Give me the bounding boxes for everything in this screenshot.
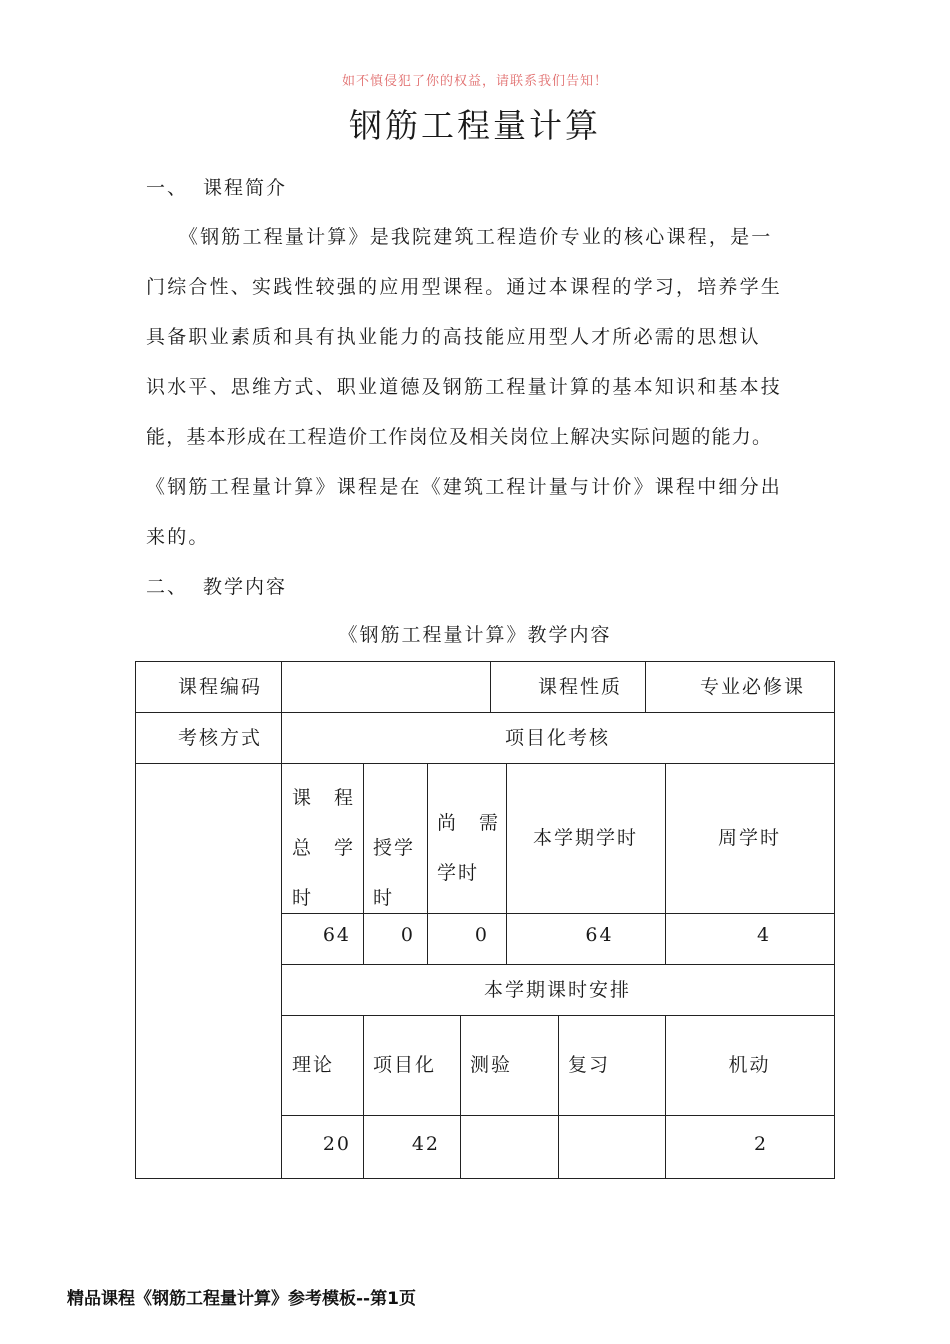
- copyright-notice: 如不慎侵犯了你的权益，请联系我们告知！: [341, 74, 608, 89]
- course-nature-label: 课程性质: [538, 676, 623, 698]
- page-title: 钢筋工程量计算: [349, 106, 601, 145]
- intro-line: 门综合性、实践性较强的应用型课程。通过本课程的学习，培养学生: [146, 276, 783, 298]
- table-border: [281, 964, 835, 965]
- page-footer: 精品课程《钢筋工程量计算》参考模板--第1页: [67, 1289, 416, 1309]
- table-border: [135, 661, 835, 662]
- table-caption: 《钢筋工程量计算》教学内容: [338, 624, 612, 646]
- total-hours-value: 64: [322, 924, 351, 946]
- section-heading-intro: [146, 173, 287, 200]
- course-code-label: 课程编码: [178, 676, 263, 698]
- table-border: [135, 661, 136, 1179]
- header-line: 总 学: [292, 837, 356, 859]
- header-line: 课 程: [292, 787, 356, 809]
- flexible-value: 2: [753, 1133, 769, 1155]
- table-border: [558, 1015, 559, 1179]
- schedule-title: 本学期课时安排: [483, 979, 631, 1001]
- weekly-hours-header: 周学时: [717, 827, 781, 849]
- remaining-hours-value: 0: [474, 924, 489, 946]
- table-border: [135, 1178, 835, 1179]
- intro-line: 《钢筋工程量计算》是我院建筑工程造价专业的核心课程，是一: [146, 226, 773, 248]
- table-border: [834, 661, 835, 1179]
- remaining-hours-header: [437, 798, 500, 898]
- section-title: 教学内容: [203, 576, 288, 598]
- theory-value: 20: [322, 1133, 351, 1155]
- flexible-header: 机动: [728, 1054, 771, 1076]
- section-heading-content: [146, 572, 287, 599]
- table-border: [645, 661, 646, 713]
- intro-line: 识水平、思维方式、职业道德及钢筋工程量计算的基本知识和基本技: [146, 376, 783, 398]
- review-header: 复习: [568, 1054, 611, 1076]
- section-title: 课程简介: [203, 177, 288, 199]
- header-line: 学时: [437, 862, 480, 884]
- intro-line: 来的。: [146, 526, 210, 548]
- project-header: 项目化: [373, 1054, 437, 1076]
- theory-header: 理论: [292, 1054, 335, 1076]
- assessment-value: 项目化考核: [504, 727, 610, 749]
- table-border: [135, 763, 835, 764]
- assessment-label: 考核方式: [178, 727, 263, 749]
- header-line: 时: [292, 887, 314, 909]
- total-hours-header: [292, 773, 355, 923]
- section-number: 二、: [146, 576, 189, 598]
- table-border: [490, 661, 491, 713]
- taught-hours-value: 0: [400, 924, 415, 946]
- intro-line: 具备职业素质和具有执业能力的高技能应用型人才所必需的思想认: [146, 326, 761, 348]
- header-line: 授学: [373, 837, 416, 859]
- project-value: 42: [411, 1133, 440, 1155]
- course-nature-value: 专业必修课: [700, 676, 806, 698]
- semester-hours-value: 64: [585, 924, 614, 946]
- intro-line: 能，基本形成在工程造价工作岗位及相关岗位上解决实际问题的能力。: [146, 426, 773, 448]
- section-number: 一、: [146, 177, 189, 199]
- header-line: 尚 需: [437, 812, 501, 834]
- weekly-hours-value: 4: [756, 924, 772, 946]
- semester-hours-header: 本学期学时: [532, 827, 638, 849]
- taught-hours-header: [373, 823, 415, 923]
- test-header: 测验: [470, 1054, 513, 1076]
- intro-paragraph: [146, 212, 812, 562]
- intro-line: 《钢筋工程量计算》课程是在《建筑工程计量与计价》课程中细分出: [146, 476, 783, 498]
- table-border: [460, 1015, 461, 1179]
- table-border: [135, 712, 835, 713]
- header-line: 时: [373, 887, 395, 909]
- table-border: [281, 913, 835, 914]
